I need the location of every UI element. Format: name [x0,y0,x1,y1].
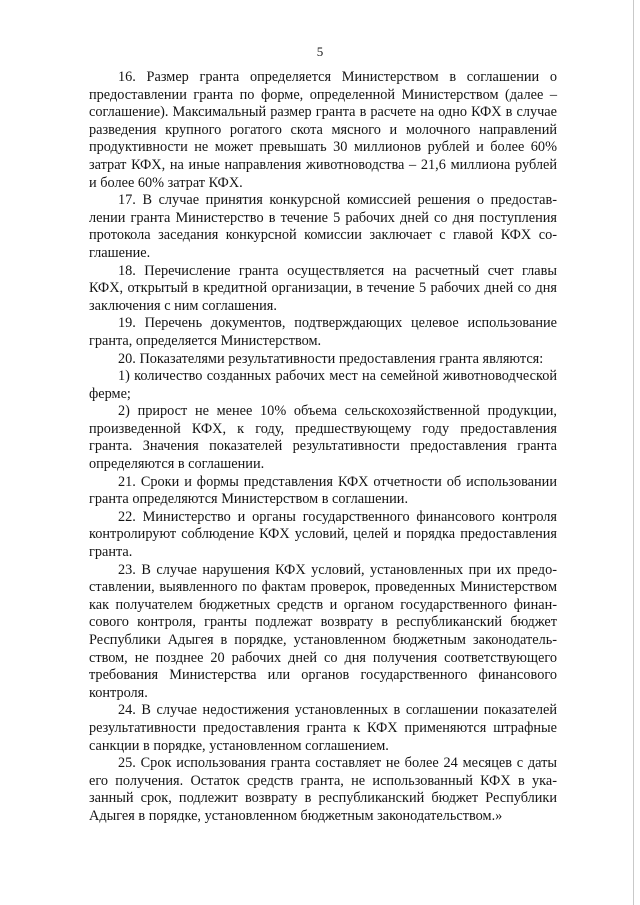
paragraph-18: 18. Перечисление гранта осуществляется на расчетный счет главы КФХ, открытый в кредитной организации, в течение 5 рабочих дней со дня заключения с ним соглашения. [89,262,557,314]
paragraph-25: 25. Срок использования гранта составляет не более 24 месяцев с даты его получения. Остаток средств гранта, не использованный КФХ в указанный срок, подлежит возврату в республиканский бюджет Республики Адыгея в порядке, установленном бюджетным законодательством.» [89,755,557,824]
paragraph-20-item-2: 2) прирост не менее 10% объема сельскохозяйственной продукции, произведенной КФХ, к году, предшествующему году предоставления гранта. Значения показателей результативности предоставления гранта определяются в соглашении. [89,403,557,473]
document-body [89,69,557,826]
paragraph-24: 24. В случае недостижения установленных в соглашении показателей результативности предоставления гранта к КФХ применяются штрафные санкции в порядке, установленном соглашением. [89,702,557,754]
paragraph-23: 23. В случае нарушения КФХ условий, установленных при их предоставлении, выявленного по фактам проверок, проведенных Министерством как получателем бюджетных средств и органом государственного финансового контроля, гранты подлежат возврату в республиканский бюджет Республики Адыгея в порядке, установленном бюджетным законодательством, не позднее 20 рабочих дней со дня получения соответствующего требования Министерства или органов государственного финансового контроля. [89,561,557,701]
paragraph-20-item-1: 1) количество созданных рабочих мест на семейной животноводческой ферме; [89,368,557,402]
paragraph-17: 17. В случае принятия конкурсной комиссией решения о предоставлении гранта Министерство в течение 5 рабочих дней со дня поступления протокола заседания конкурсной комиссии заключает с главой КФХ соглашение. [89,192,557,261]
page-edge-line [633,0,634,905]
paragraph-22: 22. Министерство и органы государственного финансового контроля контролируют соблюдение КФХ условий, целей и порядка предоставления гранта. [89,508,557,561]
paragraph-21: 21. Сроки и формы представления КФХ отчетности об использовании гранта определяются Министерством в соглашении. [89,473,557,508]
paragraph-20: 20. Показателями результативности предоставления гранта являются: [118,350,544,367]
paragraph-16: 16. Размер гранта определяется Министерством в соглашении о предоставлении гранта по форме, определенной Министерством (далее – соглашение). Максимальный размер гранта в расчете на одно КФХ в случае разведения крупного рогатого скота мясного и молочного направлений продуктивности не может превышать 30 миллионов рублей и более 60% затрат КФХ, на иные направления животноводства – 21,6 миллиона рублей и более 60% затрат КФХ. [89,69,557,191]
paragraph-19: 19. Перечень документов, подтверждающих целевое использование гранта, определяется Министерством. [89,315,557,349]
page-number: 5 [316,44,324,59]
